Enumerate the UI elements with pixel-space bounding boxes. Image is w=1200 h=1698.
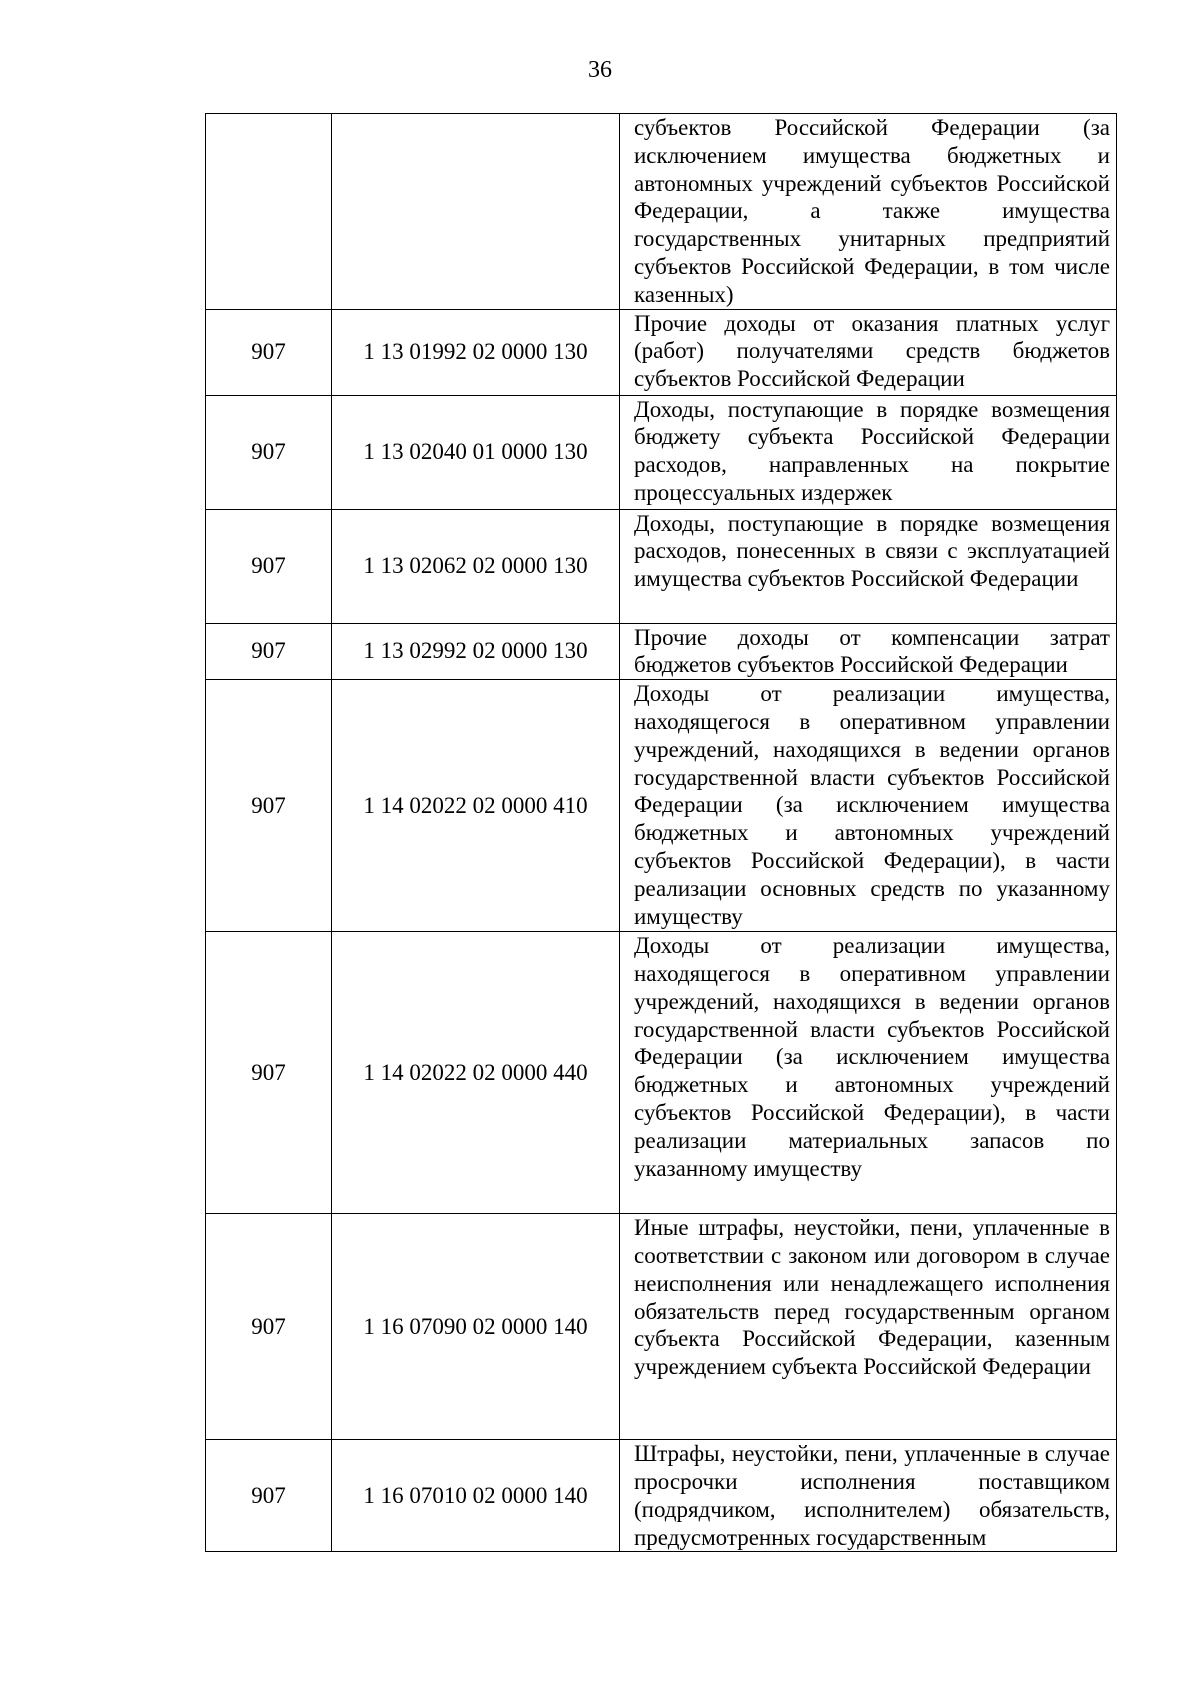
- admin-code-cell: 907: [206, 309, 332, 395]
- description-cell: субъектов Российской Федерации (за исключением имущества бюджетных и автономных учреждений субъектов Российской Федерации, а также имущества государственных унитарных предприятий субъектов Российской Федерации, в том числе казенных): [620, 114, 1117, 310]
- table-row: [206, 1440, 1117, 1552]
- admin-code-cell: 907: [206, 1440, 332, 1552]
- income-code-cell: 1 14 02022 02 0000 410: [332, 680, 620, 932]
- description-cell: Прочие доходы от оказания платных услуг (работ) получателями средств бюджетов субъектов Российской Федерации: [620, 309, 1117, 395]
- description-cell: Доходы, поступающие в порядке возмещения бюджету субъекта Российской Федерации расходов, направленных на покрытие процессуальных издержек: [620, 395, 1117, 509]
- description-cell: Доходы от реализации имущества, находящегося в оперативном управлении учреждений, находящихся в ведении органов государственной власти субъектов Российской Федерации (за исключением имущества бюджетных и автономных учреждений субъектов Российской Федерации), в части реализации основных средств по указанному имуществу: [620, 680, 1117, 932]
- description-cell: Прочие доходы от компенсации затрат бюджетов субъектов Российской Федерации: [620, 623, 1117, 680]
- admin-code-cell: [206, 114, 332, 310]
- admin-code-cell: 907: [206, 1214, 332, 1440]
- description-cell: Доходы, поступающие в порядке возмещения расходов, понесенных в связи с эксплуатацией имущества субъектов Российской Федерации: [620, 509, 1117, 623]
- income-codes-table: [205, 113, 1117, 1552]
- income-code-cell: 1 13 01992 02 0000 130: [332, 309, 620, 395]
- table-row: [206, 114, 1117, 310]
- income-code-cell: 1 13 02992 02 0000 130: [332, 623, 620, 680]
- description-cell: Доходы от реализации имущества, находящегося в оперативном управлении учреждений, находящихся в ведении органов государственной власти субъектов Российской Федерации (за исключением имущества бюджетных и автономных учреждений субъектов Российской Федерации), в части реализации материальных запасов по указанному имуществу: [620, 932, 1117, 1214]
- table-row: [206, 309, 1117, 395]
- admin-code-cell: 907: [206, 623, 332, 680]
- description-cell: Штрафы, неустойки, пени, уплаченные в случае просрочки исполнения поставщиком (подрядчиком, исполнителем) обязательств, предусмотренных государственным: [620, 1440, 1117, 1552]
- table-row: [206, 623, 1117, 680]
- table-row: [206, 932, 1117, 1214]
- income-code-cell: 1 16 07010 02 0000 140: [332, 1440, 620, 1552]
- income-code-cell: 1 16 07090 02 0000 140: [332, 1214, 620, 1440]
- admin-code-cell: 907: [206, 509, 332, 623]
- income-code-cell: 1 13 02062 02 0000 130: [332, 509, 620, 623]
- admin-code-cell: 907: [206, 395, 332, 509]
- admin-code-cell: 907: [206, 932, 332, 1214]
- income-code-cell: 1 14 02022 02 0000 440: [332, 932, 620, 1214]
- page-number: 36: [588, 57, 612, 83]
- description-cell: Иные штрафы, неустойки, пени, уплаченные в соответствии с законом или договором в случае неисполнения или ненадлежащего исполнения обязательств перед государственным органом субъекта Российской Федерации, казенным учреждением субъекта Российской Федерации: [620, 1214, 1117, 1440]
- table-row: [206, 680, 1117, 932]
- income-code-cell: [332, 114, 620, 310]
- income-code-cell: 1 13 02040 01 0000 130: [332, 395, 620, 509]
- table-row: [206, 395, 1117, 509]
- table-row: [206, 1214, 1117, 1440]
- table-row: [206, 509, 1117, 623]
- admin-code-cell: 907: [206, 680, 332, 932]
